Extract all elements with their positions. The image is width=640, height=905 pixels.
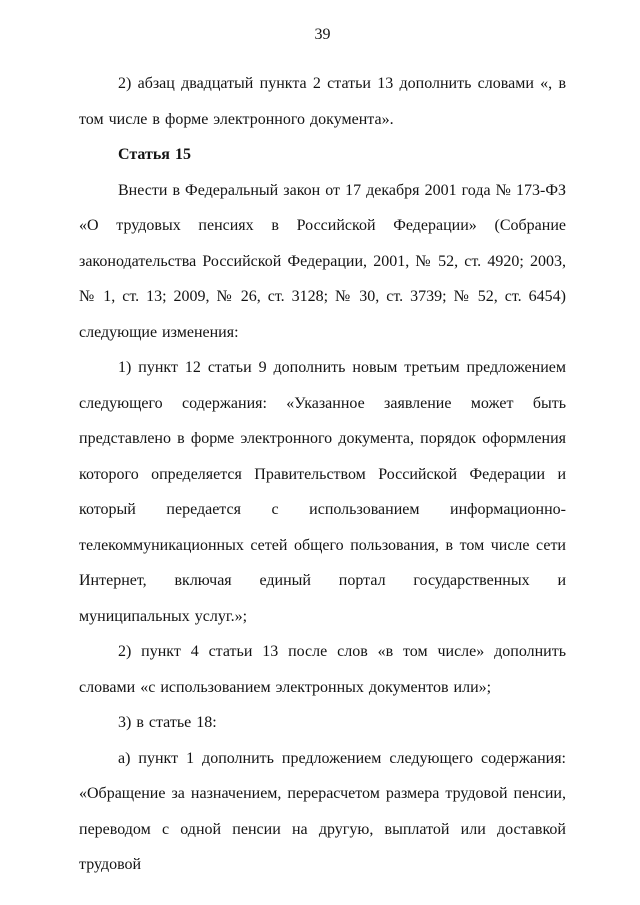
paragraph-item-2: 2) пункт 4 статьи 13 после слов «в том числе» дополнить словами «с использованием электронных документов или»; [79,643,566,696]
paragraph-item-1: 1) пункт 12 статьи 9 дополнить новым третьим предложением следующего содержания: «Указанное заявление может быть представлено в форме электронного документа, порядок оформления которого определяется Правительством Российской Федерации и который передается с использованием информационно-телекоммуникационных сетей общего пользования, в том числе сети Интернет, включая единый портал государственных и муниципальных услуг.»; [79,359,566,625]
article-heading: Статья 15 [118,146,191,163]
paragraph-law-intro: Внести в Федеральный закон от 17 декабря 2001 года № 173-ФЗ «О трудовых пенсиях в Российской Федерации» (Собрание законодательства Российской Федерации, 2001, № 52, ст. 4920; 2003, № 1, ст. 13; 2009, № 26, ст. 3128; № 30, ст. 3739; № 52, ст. 6454) следующие изменения: [79,181,566,341]
paragraph-item-3a: а) пункт 1 дополнить предложением следующего содержания: «Обращение за назначением, перерасчетом размера трудовой пенсии, переводом с одной пенсии на другую, выплатой или доставкой трудовой [79,749,566,873]
paragraph-item-3: 3) в статье 18: [118,714,217,731]
paragraph-amendment-13: 2) абзац двадцатый пункта 2 статьи 13 дополнить словами «, в том числе в форме электронного документа». [79,75,566,128]
page-number: 39 [314,26,331,43]
